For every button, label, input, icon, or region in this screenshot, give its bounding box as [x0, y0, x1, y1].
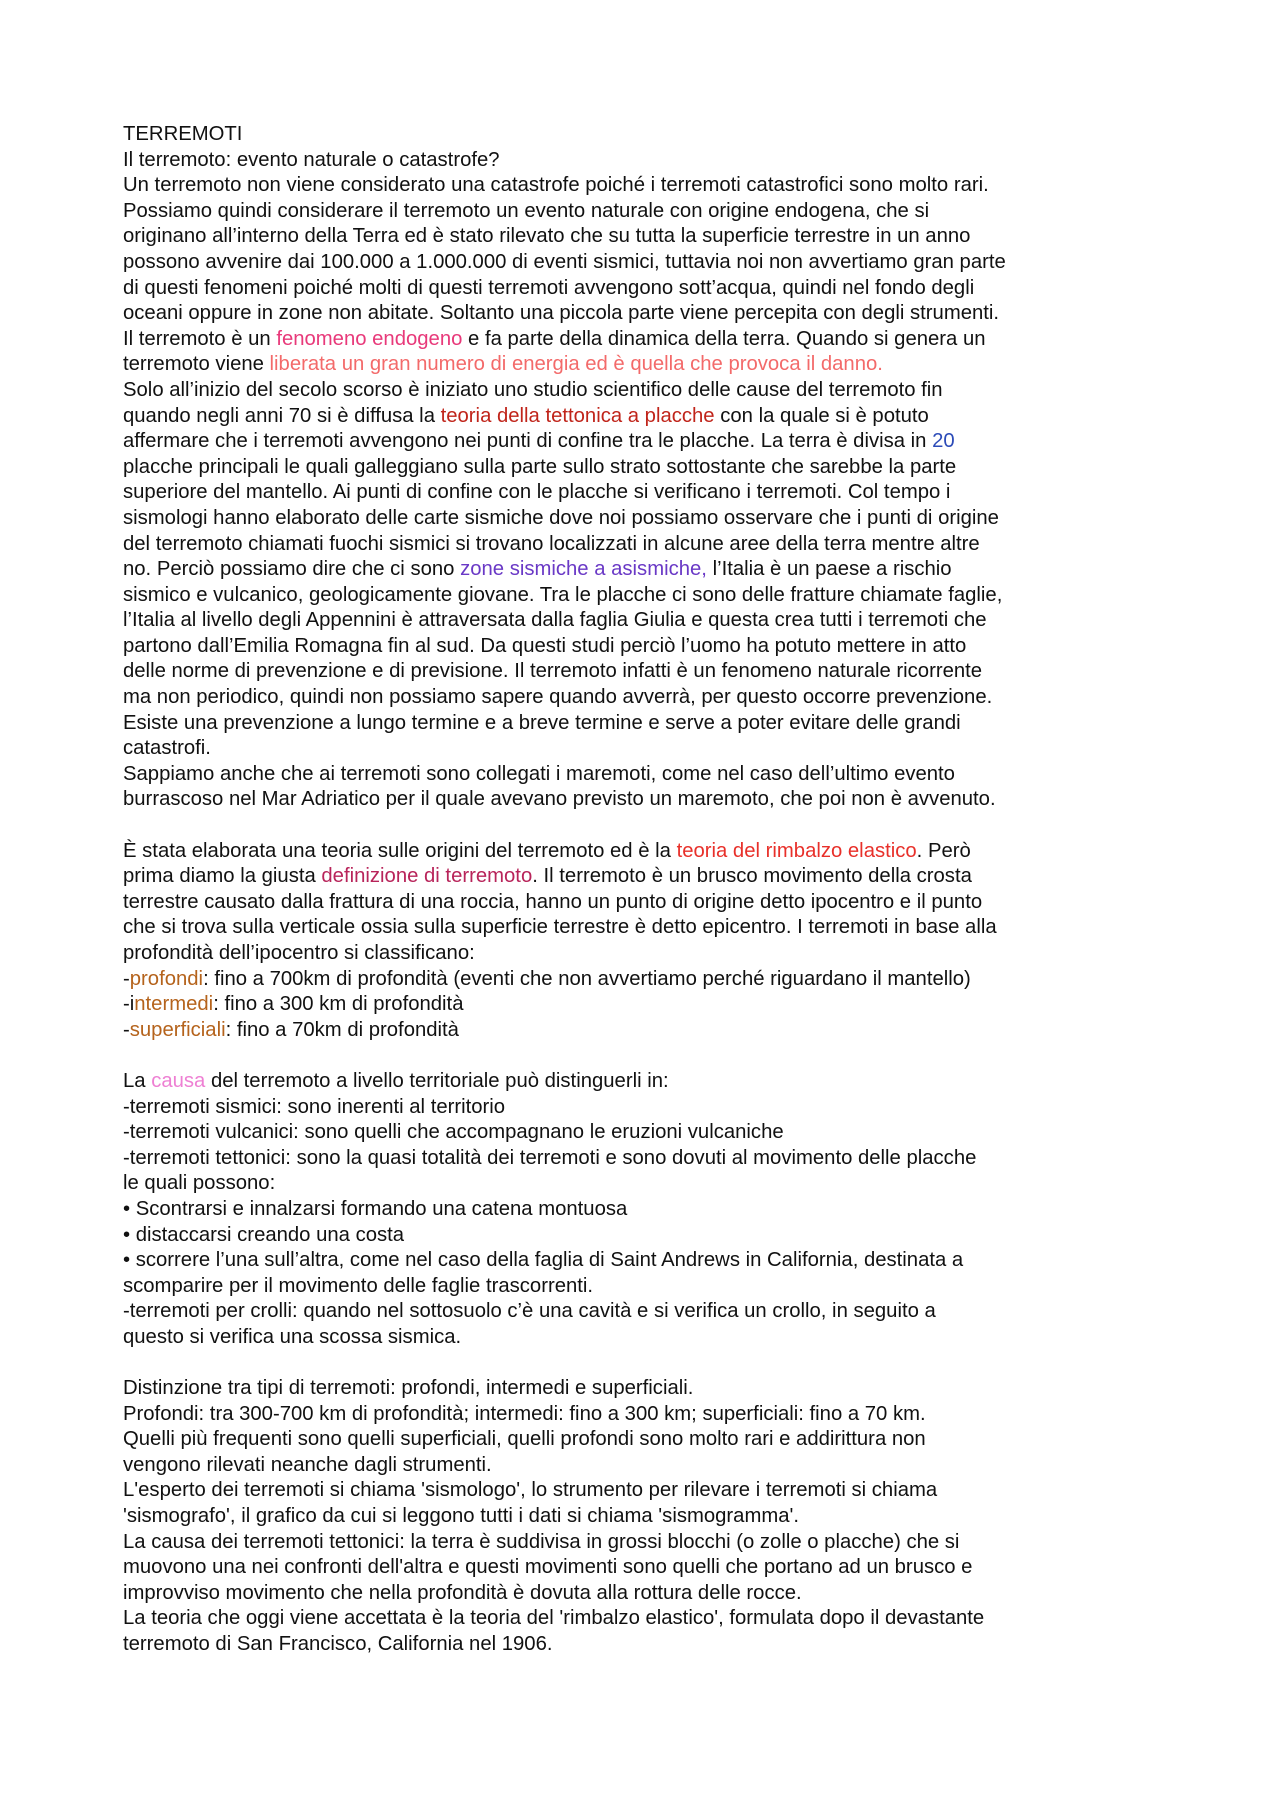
text-line: [123, 199, 1183, 225]
highlighted-term: fenomeno endogeno: [276, 327, 463, 350]
text-run: catastrofi.: [123, 737, 211, 760]
document-page: [123, 122, 1183, 1658]
text-line: [123, 1581, 1183, 1607]
text-line: [123, 276, 1183, 302]
text-line: [123, 1274, 1183, 1300]
text-line: [123, 148, 1183, 174]
text-line: [123, 532, 1183, 558]
text-run: -: [123, 1018, 130, 1041]
text-line: [123, 1095, 1183, 1121]
text-run: le quali possono:: [123, 1172, 276, 1195]
text-line: [123, 839, 1183, 865]
text-run: -terremoti vulcanici: sono quelli che accompagnano le eruzioni vulcaniche: [123, 1121, 784, 1144]
text-run: superiore del mantello. Ai punti di confine con le placche si verificano i terremoti. Col tempo i: [123, 481, 951, 504]
text-line: [123, 1146, 1183, 1172]
highlighted-term: liberata un gran numero di energia ed è quella che provoca il danno.: [269, 353, 883, 376]
text-line: [123, 762, 1183, 788]
text-line: [123, 327, 1183, 353]
text-line: [123, 1402, 1183, 1428]
text-line: [123, 1606, 1183, 1632]
text-line: [123, 1248, 1183, 1274]
text-line: [123, 557, 1183, 583]
text-line: [123, 941, 1183, 967]
paragraph-spacer: [123, 813, 1183, 839]
text-line: [123, 967, 1183, 993]
text-run: -terremoti tettonici: sono la quasi totalità dei terremoti e sono dovuti al movimento delle placche: [123, 1146, 977, 1169]
text-line: [123, 1530, 1183, 1556]
document-title: [123, 122, 1183, 148]
text-run: • scorrere l’una sull’altra, come nel caso della faglia di Saint Andrews in California, destinata a: [123, 1249, 964, 1272]
text-run: • Scontrarsi e innalzarsi formando una catena montuosa: [123, 1197, 628, 1220]
text-line: [123, 1299, 1183, 1325]
text-run: Esiste una prevenzione a lungo termine e a breve termine e serve a poter evitare delle grandi: [123, 711, 961, 734]
text-run: terremoto di San Francisco, California nel 1906.: [123, 1633, 553, 1656]
text-run: no. Perciò possiamo dire che ci sono: [123, 558, 461, 581]
text-run: di questi fenomeni poiché molti di questi terremoti avvengono sott’acqua, quindi nel fondo degli: [123, 276, 975, 299]
text-run: burrascoso nel Mar Adriatico per il quale avevano previsto un maremoto, che poi non è avvenuto.: [123, 788, 996, 811]
text-run: -terremoti per crolli: quando nel sottosuolo c’è una cavità e si verifica un crollo, in seguito a: [123, 1300, 936, 1323]
text-line: [123, 1325, 1183, 1351]
text-run: Distinzione tra tipi di terremoti: profondi, intermedi e superficiali.: [123, 1377, 694, 1400]
text-line: [123, 787, 1183, 813]
paragraph-spacer: [123, 1043, 1183, 1069]
text-line: [123, 634, 1183, 660]
highlighted-term: definizione di terremoto: [321, 865, 533, 888]
text-run: Il terremoto è un: [123, 327, 277, 350]
paragraph: [123, 1376, 1183, 1658]
highlighted-term: teoria del rimbalzo elastico: [676, 839, 917, 862]
text-run: profondità dell’ipocentro si classificano:: [123, 942, 475, 964]
text-run: La teoria che oggi viene accettata è la teoria del 'rimbalzo elastico', formulata dopo il devastante: [123, 1607, 985, 1630]
text-line: [123, 1555, 1183, 1581]
text-line: [123, 506, 1183, 532]
text-line: [123, 1120, 1183, 1146]
text-run: Un terremoto non viene considerato una catastrofe poiché i terremoti catastrofici sono molto rari.: [123, 174, 989, 197]
text-line: [123, 1376, 1183, 1402]
highlighted-term: profondi: [129, 967, 204, 990]
text-line: [123, 1453, 1183, 1479]
text-run: Solo all’inizio del secolo scorso è iniziato uno studio scientifico delle cause del terremoto fin: [123, 378, 943, 401]
text-run: Il terremoto: evento naturale o catastrofe?: [123, 148, 500, 171]
text-line: [123, 455, 1183, 481]
text-run: -terremoti sismici: sono inerenti al territorio: [123, 1095, 506, 1118]
text-run: L'esperto dei terremoti si chiama 'sismologo', lo strumento per rilevare i terremoti si chiama: [123, 1479, 938, 1502]
text-run: sismologi hanno elaborato delle carte sismiche dove noi possiamo osservare che i punti di origine: [123, 506, 999, 529]
text-run: terrestre causato dalla frattura di una roccia, hanno un punto di origine detto ipocentro e il punto: [123, 890, 983, 913]
text-line: [123, 1632, 1183, 1658]
text-line: [123, 1018, 1183, 1044]
text-run: prima diamo la giusta: [123, 865, 322, 888]
text-run: : fino a 70km di profondità: [225, 1018, 459, 1041]
text-run: oceani oppure in zone non abitate. Soltanto una piccola parte viene percepita con degli strumenti.: [123, 302, 1000, 325]
text-line: [123, 250, 1183, 276]
text-run: terremoto viene: [123, 353, 270, 376]
text-run: placche principali le quali galleggiano sulla parte sullo strato sottostante che sarebbe la parte: [123, 455, 957, 478]
text-run: ma non periodico, quindi non possiamo sapere quando avverrà, per questo occorre prevenzione.: [123, 686, 993, 709]
highlighted-term: teoria della tettonica a placche: [440, 404, 715, 427]
text-run: affermare che i terremoti avvengono nei punti di confine tra le placche. La terra è divisa in: [123, 430, 933, 453]
text-line: [123, 1223, 1183, 1249]
highlighted-term: causa: [151, 1069, 206, 1092]
highlighted-term: zone sismiche a asismiche,: [460, 558, 707, 581]
text-run: del terremoto chiamati fuochi sismici si trovano localizzati in alcune aree della terra mentre altre: [123, 532, 980, 555]
text-run: Profondi: tra 300-700 km di profondità; intermedi: fino a 300 km; superficiali: fino a 70 km.: [123, 1402, 926, 1425]
text-line: [123, 915, 1183, 941]
text-line: [123, 301, 1183, 327]
text-run: Possiamo quindi considerare il terremoto un evento naturale con origine endogena, che si: [123, 199, 930, 222]
text-run: La: [123, 1069, 152, 1092]
text-run: con la quale si è potuto: [714, 404, 929, 427]
text-run: e fa parte della dinamica della terra. Quando si genera un: [462, 327, 986, 350]
text-run: -: [123, 967, 130, 990]
text-run: • distaccarsi creando una costa: [123, 1223, 405, 1246]
text-line: [123, 608, 1183, 634]
text-run: improvviso movimento che nella profondità è dovuta alla rottura delle rocce.: [123, 1581, 802, 1604]
text-run: delle norme di prevenzione e di previsione. Il terremoto infatti è un fenomeno naturale ricorrente: [123, 660, 983, 683]
text-line: [123, 583, 1183, 609]
text-line: [123, 864, 1183, 890]
text-run: -i: [123, 993, 135, 1016]
text-run: . Il terremoto è un brusco movimento della crosta: [532, 865, 972, 888]
paragraph: [123, 122, 1183, 813]
text-line: [123, 1069, 1183, 1095]
text-line: [123, 1478, 1183, 1504]
text-line: [123, 1504, 1183, 1530]
text-run: : fino a 700km di profondità (eventi che non avvertiamo perché riguardano il mantello): [203, 967, 971, 990]
text-run: del terremoto a livello territoriale può distinguerli in:: [205, 1069, 669, 1092]
text-run: sismico e vulcanico, geologicamente giovane. Tra le placche ci sono delle fratture chiamate faglie,: [123, 583, 1003, 606]
text-run: : fino a 300 km di profondità: [213, 993, 464, 1016]
text-line: [123, 404, 1183, 430]
text-run: TERREMOTI: [123, 123, 243, 145]
text-line: [123, 890, 1183, 916]
text-line: [123, 685, 1183, 711]
text-run: scomparire per il movimento delle faglie trascorrenti.: [123, 1274, 594, 1297]
text-line: [123, 429, 1183, 455]
text-line: [123, 480, 1183, 506]
text-run: Quelli più frequenti sono quelli superficiali, quelli profondi sono molto rari e addirittura non: [123, 1428, 926, 1451]
text-line: [123, 711, 1183, 737]
text-line: [123, 736, 1183, 762]
text-run: vengono rilevati neanche dagli strumenti.: [123, 1453, 492, 1476]
paragraph-spacer: [123, 1351, 1183, 1377]
text-run: È stata elaborata una teoria sulle origini del terremoto ed è la: [123, 839, 677, 862]
text-run: Sappiamo anche che ai terremoti sono collegati i maremoti, come nel caso dell’ultimo evento: [123, 762, 955, 785]
text-line: [123, 1197, 1183, 1223]
text-run: possono avvenire dai 100.000 a 1.000.000 di eventi sismici, tuttavia noi non avvertiamo gran parte: [123, 250, 1006, 273]
text-line: [123, 224, 1183, 250]
text-line: [123, 659, 1183, 685]
text-run: questo si verifica una scossa sismica.: [123, 1325, 462, 1348]
text-run: quando negli anni 70 si è diffusa la: [123, 404, 441, 427]
paragraph: [123, 839, 1183, 1044]
highlighted-term: ntermedi: [134, 993, 214, 1016]
text-run: originano all’interno della Terra ed è stato rilevato che su tutta la superficie terrestre in un anno: [123, 225, 971, 248]
text-run: 'sismografo', il grafico da cui si leggono tutti i dati si chiama 'sismogramma'.: [123, 1505, 800, 1528]
text-run: muovono una nei confronti dell'altra e questi movimenti sono quelli che portano ad un brusco e: [123, 1556, 973, 1579]
text-run: l’Italia al livello degli Appennini è attraversata dalla faglia Giulia e questa crea tutti i terremoti che: [123, 609, 987, 632]
text-line: [123, 1427, 1183, 1453]
text-run: l’Italia è un paese a rischio: [706, 558, 952, 581]
text-line: [123, 173, 1183, 199]
highlighted-term: 20: [932, 430, 955, 453]
text-line: [123, 378, 1183, 404]
paragraph: [123, 1069, 1183, 1351]
text-line: [123, 992, 1183, 1018]
text-line: [123, 1171, 1183, 1197]
text-run: partono dall’Emilia Romagna fin al sud. Da questi studi perciò l’uomo ha potuto mettere in atto: [123, 634, 967, 657]
text-run: . Però: [916, 839, 971, 862]
highlighted-term: superficiali: [129, 1018, 226, 1041]
text-run: La causa dei terremoti tettonici: la terra è suddivisa in grossi blocchi (o zolle o placche) che si: [123, 1530, 960, 1553]
text-run: che si trova sulla verticale ossia sulla superficie terrestre è detto epicentro. I terremoti in base alla: [123, 916, 997, 939]
text-line: [123, 352, 1183, 378]
